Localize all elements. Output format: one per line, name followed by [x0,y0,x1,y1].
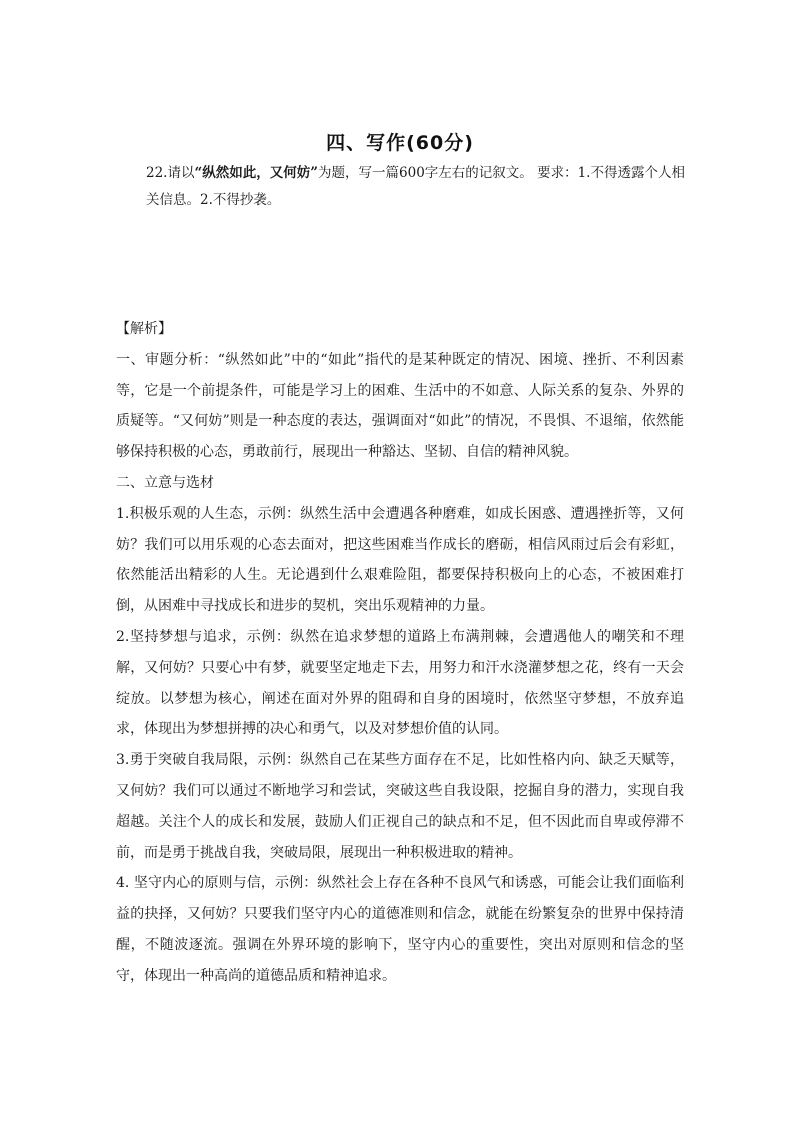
prompt-requirements: 为题，写一篇600字左右的记叙文。 要求：1.不得透露个人相关信息。2.不得抄袭。 [146,165,685,208]
analysis-paragraph-point-2: 2.坚持梦想与追求，示例：纵然在追求梦想的道路上布满荆棘，会遭遇他人的嘲笑和不理解，又何妨？只要心中有梦，就要坚定地走下去，用努力和汗水浇灌梦想之花，终有一天会绽放。以梦想为核心，阐述在面对外界的阻碍和自身的困境时，依然坚守梦想，不放弃追求，体现出为梦想拼搏的决心和勇气，以及对梦想价值的认同。 [116,628,684,738]
analysis-paragraph-review: 一、审题分析：“纵然如此”中的“如此”指代的是某种既定的情况、困境、挫折、不利因素等，它是一个前提条件，可能是学习上的困难、生活中的不如意、人际关系的复杂、外界的质疑等。“又何妨”则是一种态度的表达，强调面对“如此”的情况，不畏惧、不退缩，依然能够保持积极的心态，勇敢前行，展现出一种豁达、坚韧、自信的精神风貌。 [116,351,684,461]
analysis-paragraph-subheading: 二、立意与选材 [116,474,214,491]
analysis-heading: 【解析】 [116,321,172,337]
prompt-prefix: 22.请以 [146,165,195,181]
writing-prompt [146,160,686,214]
analysis-paragraph-point-3: 3.勇于突破自我局限，示例：纵然自己在某些方面存在不足，比如性格内向、缺乏天赋等，又何妨？我们可以通过不断地学习和尝试，突破这些自我设限，挖掘自身的潜力，实现自我超越。关注个人的成长和发展，鼓励人们正视自己的缺点和不足，但不因此而自卑或停滞不前，而是勇于挑战自我，突破局限，展现出一种积极进取的精神。 [116,752,684,861]
analysis-section [116,314,684,992]
section-title: 四、写作(60分) [326,132,474,154]
prompt-topic: “纵然如此，又何妨” [194,165,319,181]
analysis-paragraph-point-4: 4. 坚守内心的原则与信，示例：纵然社会上存在各种不良风气和诱惑，可能会让我们面临利益的抉择，又何妨？只要我们坚守内心的道德准则和信念，就能在纷繁复杂的世界中保持清醒，不随波逐流。强调在外界环境的影响下，坚守内心的重要性，突出对原则和信念的坚守，体现出一种高尚的道德品质和精神追求。 [116,875,684,984]
analysis-paragraph-point-1: 1.积极乐观的人生态，示例：纵然生活中会遭遇各种磨难，如成长困惑、遭遇挫折等，又何妨？我们可以用乐观的心态去面对，把这些困难当作成长的磨砺，相信风雨过后会有彩虹，依然能活出精彩的人生。无论遇到什么艰难险阻，都要保持积极向上的心态，不被困难打倒，从困难中寻找成长和进步的契机，突出乐观精神的力量。 [116,505,684,615]
